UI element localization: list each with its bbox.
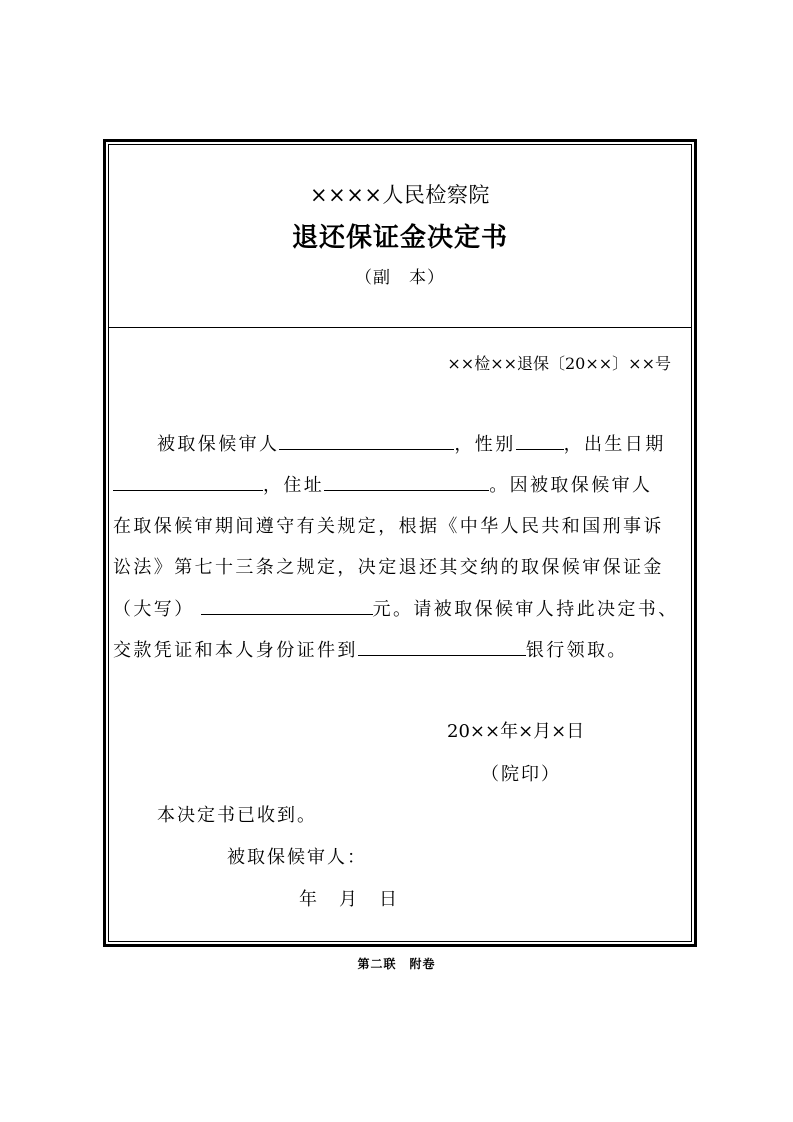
body-line-2 [113, 470, 652, 497]
blank-address[interactable] [324, 470, 489, 491]
body-line-3: 在取保候审期间遵守有关规定，根据《中华人民共和国刑事诉 [113, 516, 664, 537]
document-inner-border [108, 144, 692, 942]
document-header [109, 145, 691, 328]
body-line-4: 讼法》第七十三条之规定，决定退还其交纳的取保候审保证金 [113, 557, 664, 578]
text-bank-suffix: 银行领取。 [525, 640, 628, 661]
blank-amount[interactable] [201, 594, 373, 615]
document-frame [103, 139, 697, 947]
text-reason-start: 。因被取保候审人 [489, 475, 653, 496]
receipt-date: 年 月 日 [299, 889, 399, 910]
text-gender-label: ，性别 [454, 434, 516, 455]
body-line-1 [157, 429, 666, 456]
court-seal-label: （院印） [481, 764, 561, 785]
body-line-6 [113, 635, 628, 662]
copy-label: （副 本） [355, 268, 445, 288]
text-birthdate-label: ，出生日期 [563, 434, 666, 455]
body-line-5 [113, 594, 679, 621]
issue-date: 20××年×月×日 [447, 721, 585, 742]
receipt-statement: 本决定书已收到。 [157, 805, 317, 826]
organization-name: ××××人民检察院 [310, 183, 490, 207]
receipt-signer-label: 被取保候审人： [227, 847, 367, 868]
blank-birthdate[interactable] [113, 470, 263, 491]
text-amount-suffix: 元。请被取保候审人持此决定书、 [372, 599, 679, 620]
document-title: 退还保证金决定书 [291, 223, 508, 253]
blank-name[interactable] [279, 429, 454, 450]
footer-copy-label: 第二联 附卷 [357, 957, 436, 971]
document-number: ××检××退保〔20××〕××号 [447, 354, 671, 373]
text-capital-label: （大写） [113, 599, 195, 620]
text-address-label: ，住址 [263, 475, 325, 496]
blank-gender[interactable] [516, 429, 564, 450]
text-documents-label: 交款凭证和本人身份证件到 [113, 640, 358, 661]
text-suspect-label: 被取保候审人 [157, 434, 280, 455]
blank-bank[interactable] [358, 635, 526, 656]
